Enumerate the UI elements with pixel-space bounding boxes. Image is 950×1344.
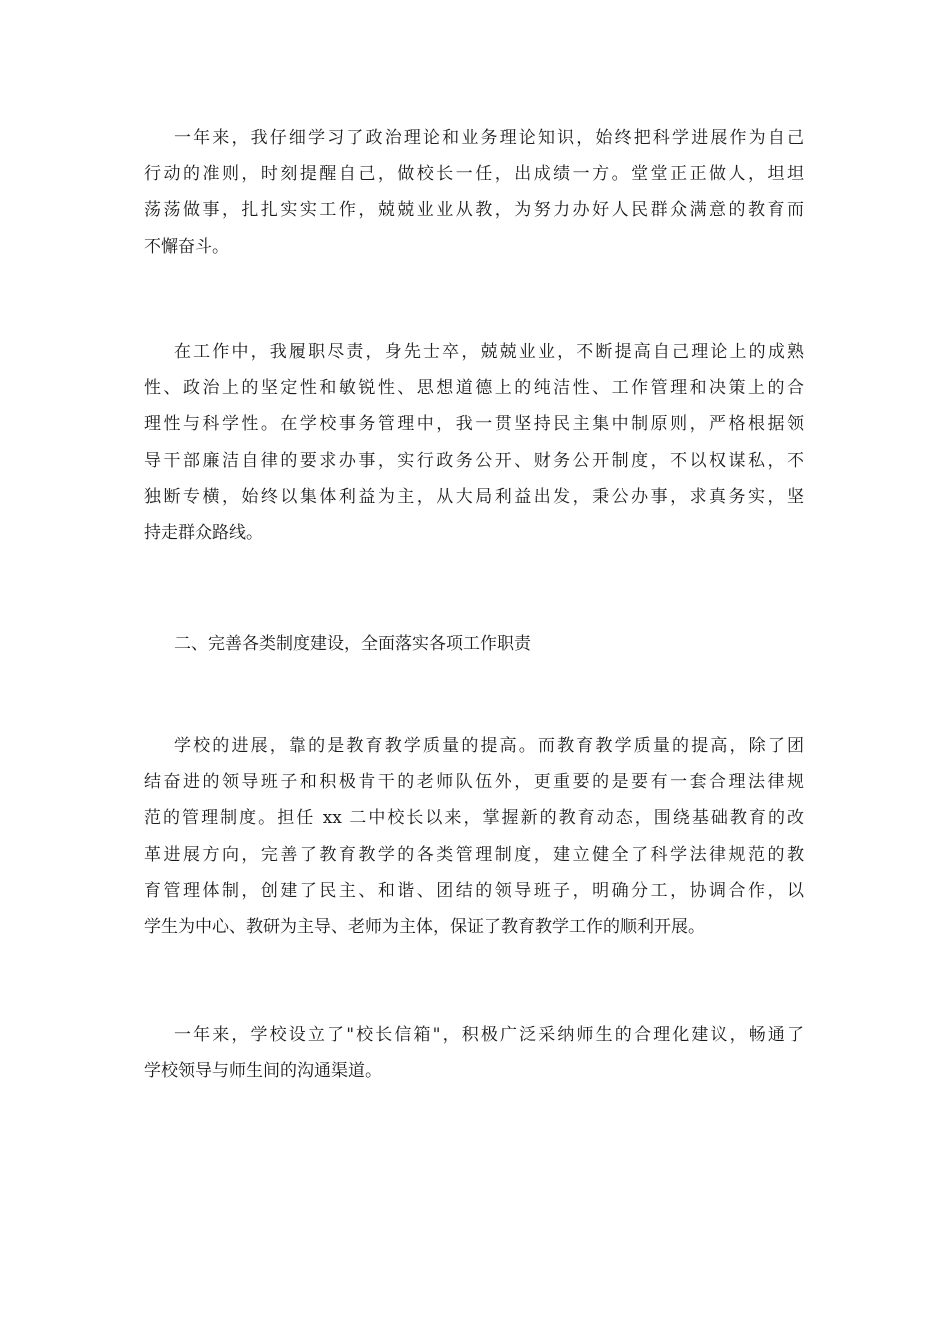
paragraph-study — [144, 120, 804, 265]
paragraph-line: 学校的进展，靠的是教育教学质量的提高。而教育教学质量的提高，除了团 — [174, 736, 804, 756]
paragraph-mailbox — [144, 1017, 804, 1089]
paragraph-line: 导干部廉洁自律的要求办事，实行政务公开、财务公开制度，不以权谋私，不 — [144, 450, 804, 471]
section-heading — [144, 626, 804, 662]
paragraph-line: 一年来，我仔细学习了政治理论和业务理论知识，始终把科学进展作为自己 — [174, 128, 804, 148]
paragraph-line: 结奋进的领导班子和积极肯干的老师队伍外，更重要的是要有一套合理法律规 — [144, 772, 804, 793]
paragraph-line: 独断专横，始终以集体利益为主，从大局利益出发，秉公办事，求真务实，坚 — [144, 486, 804, 507]
paragraph-line: 育管理体制，创建了民主、和谐、团结的领导班子，明确分工，协调合作，以 — [144, 880, 804, 901]
paragraph-line: 理性与科学性。在学校事务管理中，我一贯坚持民主集中制原则，严格根据领 — [144, 414, 804, 435]
paragraph-line: 持走群众路线。 — [144, 523, 263, 544]
paragraph-line: 性、政治上的坚定性和敏锐性、思想道德上的纯洁性、工作管理和决策上的合 — [144, 378, 804, 399]
paragraph-line: 范的管理制度。担任 xx 二中校长以来，掌握新的教育动态，围绕基础教育的改 — [144, 808, 804, 829]
paragraph-line: 学校领导与师生间的沟通渠道。 — [144, 1061, 382, 1082]
paragraph-line: 革进展方向，完善了教育教学的各类管理制度，建立健全了科学法律规范的教 — [144, 844, 804, 865]
paragraph-duties — [144, 334, 804, 551]
paragraph-line: 学生为中心、教研为主导、老师为主体，保证了教育教学工作的顺利开展。 — [144, 917, 705, 938]
paragraph-management-system — [144, 728, 804, 945]
paragraph-line: 不懈奋斗。 — [144, 236, 229, 257]
paragraph-line: 荡荡做事，扎扎实实工作，兢兢业业从教，为努力办好人民群众满意的教育而 — [144, 200, 804, 221]
section-heading-text: 二、完善各类制度建设，全面落实各项工作职责 — [174, 634, 531, 654]
paragraph-line: 在工作中，我履职尽责，身先士卒，兢兢业业，不断提高自己理论上的成熟 — [174, 342, 804, 362]
paragraph-line: 行动的准则，时刻提醒自己，做校长一任，出成绩一方。堂堂正正做人，坦坦 — [144, 164, 804, 185]
paragraph-line: 一年来，学校设立了"校长信箱"，积极广泛采纳师生的合理化建议，畅通了 — [174, 1025, 804, 1045]
